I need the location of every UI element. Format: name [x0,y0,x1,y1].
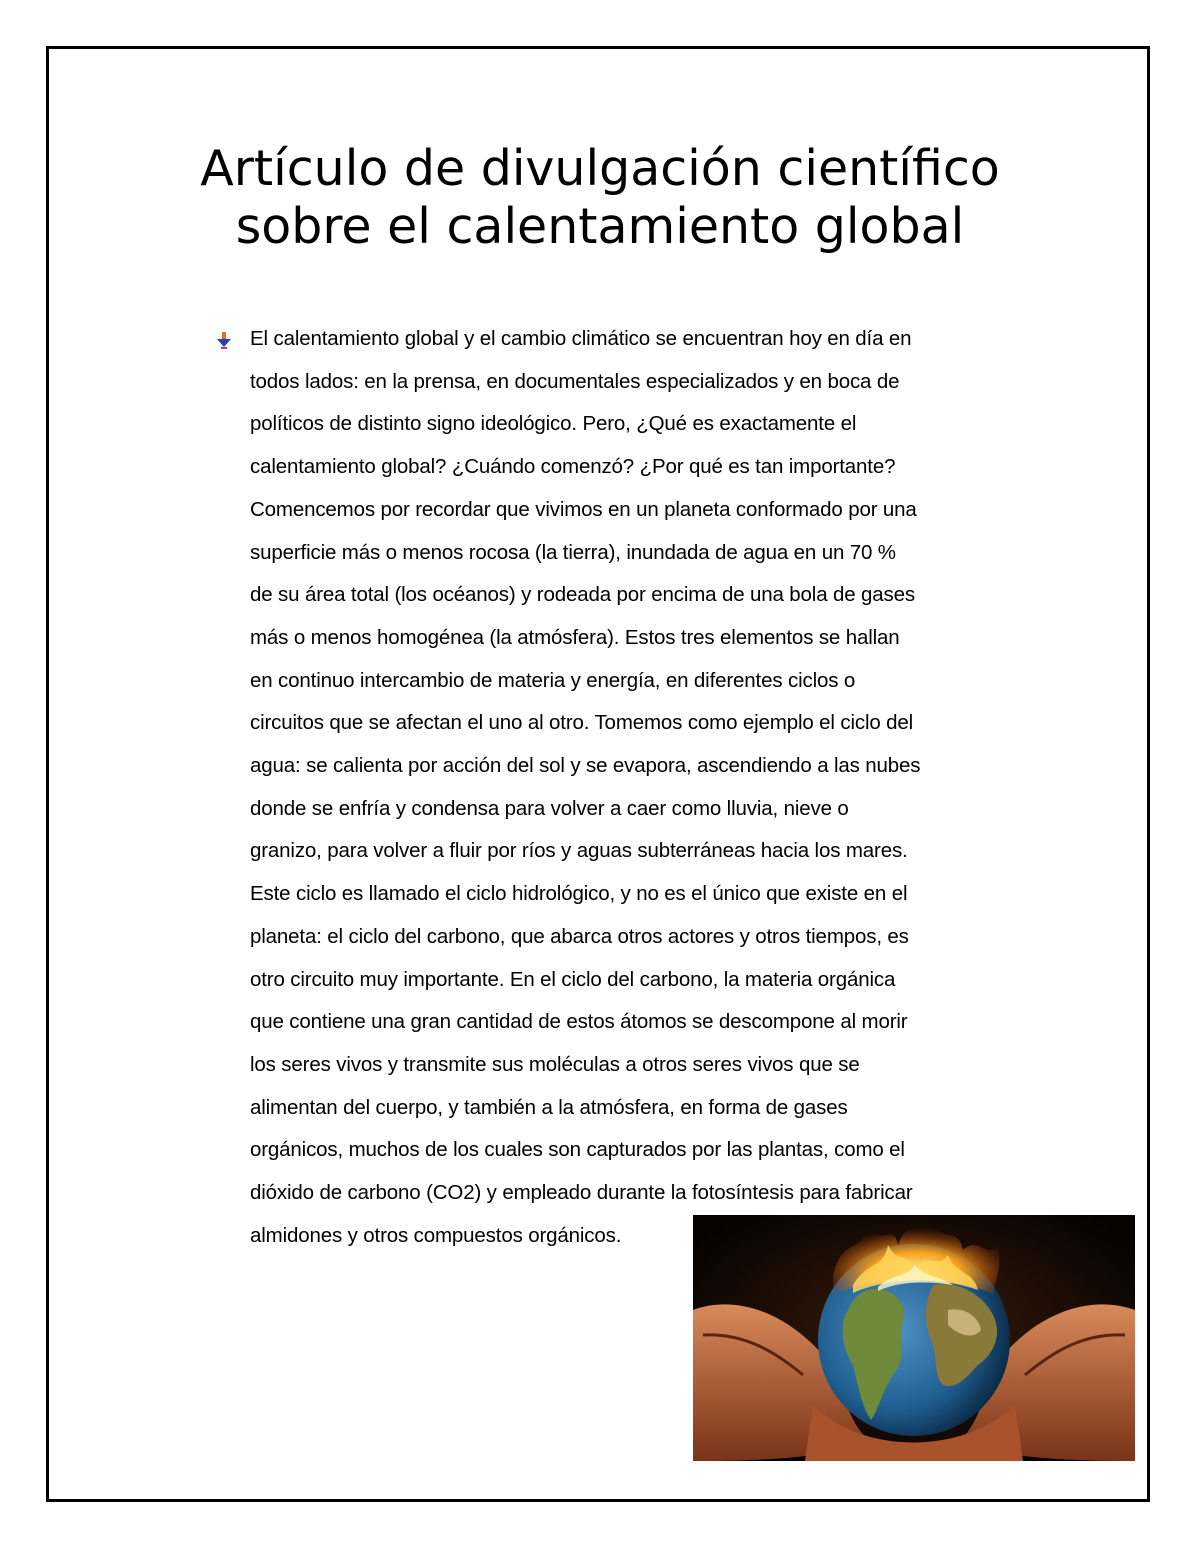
body-line: en continuo intercambio de materia y energía, en diferentes ciclos o [250,668,856,692]
body-line: superficie más o menos rocosa (la tierra), inundada de agua en un 70 % [250,540,896,564]
title-line: Artículo de divulgación científico [200,140,1000,197]
title-line: sobre el calentamiento global [235,198,965,255]
body-line: circuitos que se afectan el uno al otro. Tomemos como ejemplo el ciclo del [250,711,914,735]
body-line: orgánicos, muchos de los cuales son capturados por las plantas, como el [250,1138,905,1162]
document-title [0,140,1200,256]
body-line: Comencemos por recordar que vivimos en un planeta conformado por una [250,497,917,521]
body-line: El calentamiento global y el cambio climático se encuentran hoy en día en [250,327,912,350]
body-line: almidones y otros compuestos orgánicos. [250,1223,622,1247]
body-paragraph [250,318,1040,1257]
body-line: que contiene una gran cantidad de estos átomos se descompone al morir [250,1010,908,1034]
body-line: agua: se calienta por acción del sol y se evapora, ascendiendo a las nubes [250,754,921,778]
body-line: de su área total (los océanos) y rodeada por encima de una bola de gases [250,583,915,607]
body-line: más o menos homogénea (la atmósfera). Estos tres elementos se hallan [250,625,900,649]
body-line: los seres vivos y transmite sus moléculas a otros seres vivos que se [250,1052,860,1076]
body-line: donde se enfría y condensa para volver a caer como lluvia, nieve o [250,796,849,820]
burning-earth-in-hands-illustration [693,1215,1135,1461]
body-line: granizo, para volver a fluir por ríos y aguas subterráneas hacia los mares. [250,839,908,863]
body-line: alimentan del cuerpo, y también a la atmósfera, en forma de gases [250,1095,848,1119]
body-line: planeta: el ciclo del carbono, que abarca otros actores y otros tiempos, es [250,924,909,948]
body-line: políticos de distinto signo ideológico. Pero, ¿Qué es exactamente el [250,412,857,436]
body-line: Este ciclo es llamado el ciclo hidrológico, y no es el único que existe en el [250,882,908,906]
body-line: otro circuito muy importante. En el ciclo del carbono, la materia orgánica [250,967,896,991]
arrow-down-bullet-icon [216,330,232,350]
body-line: calentamiento global? ¿Cuándo comenzó? ¿Por qué es tan importante? [250,455,896,479]
body-line: dióxido de carbono (CO2) y empleado durante la fotosíntesis para fabricar [250,1181,913,1205]
body-line: todos lados: en la prensa, en documentales especializados y en boca de [250,369,900,393]
